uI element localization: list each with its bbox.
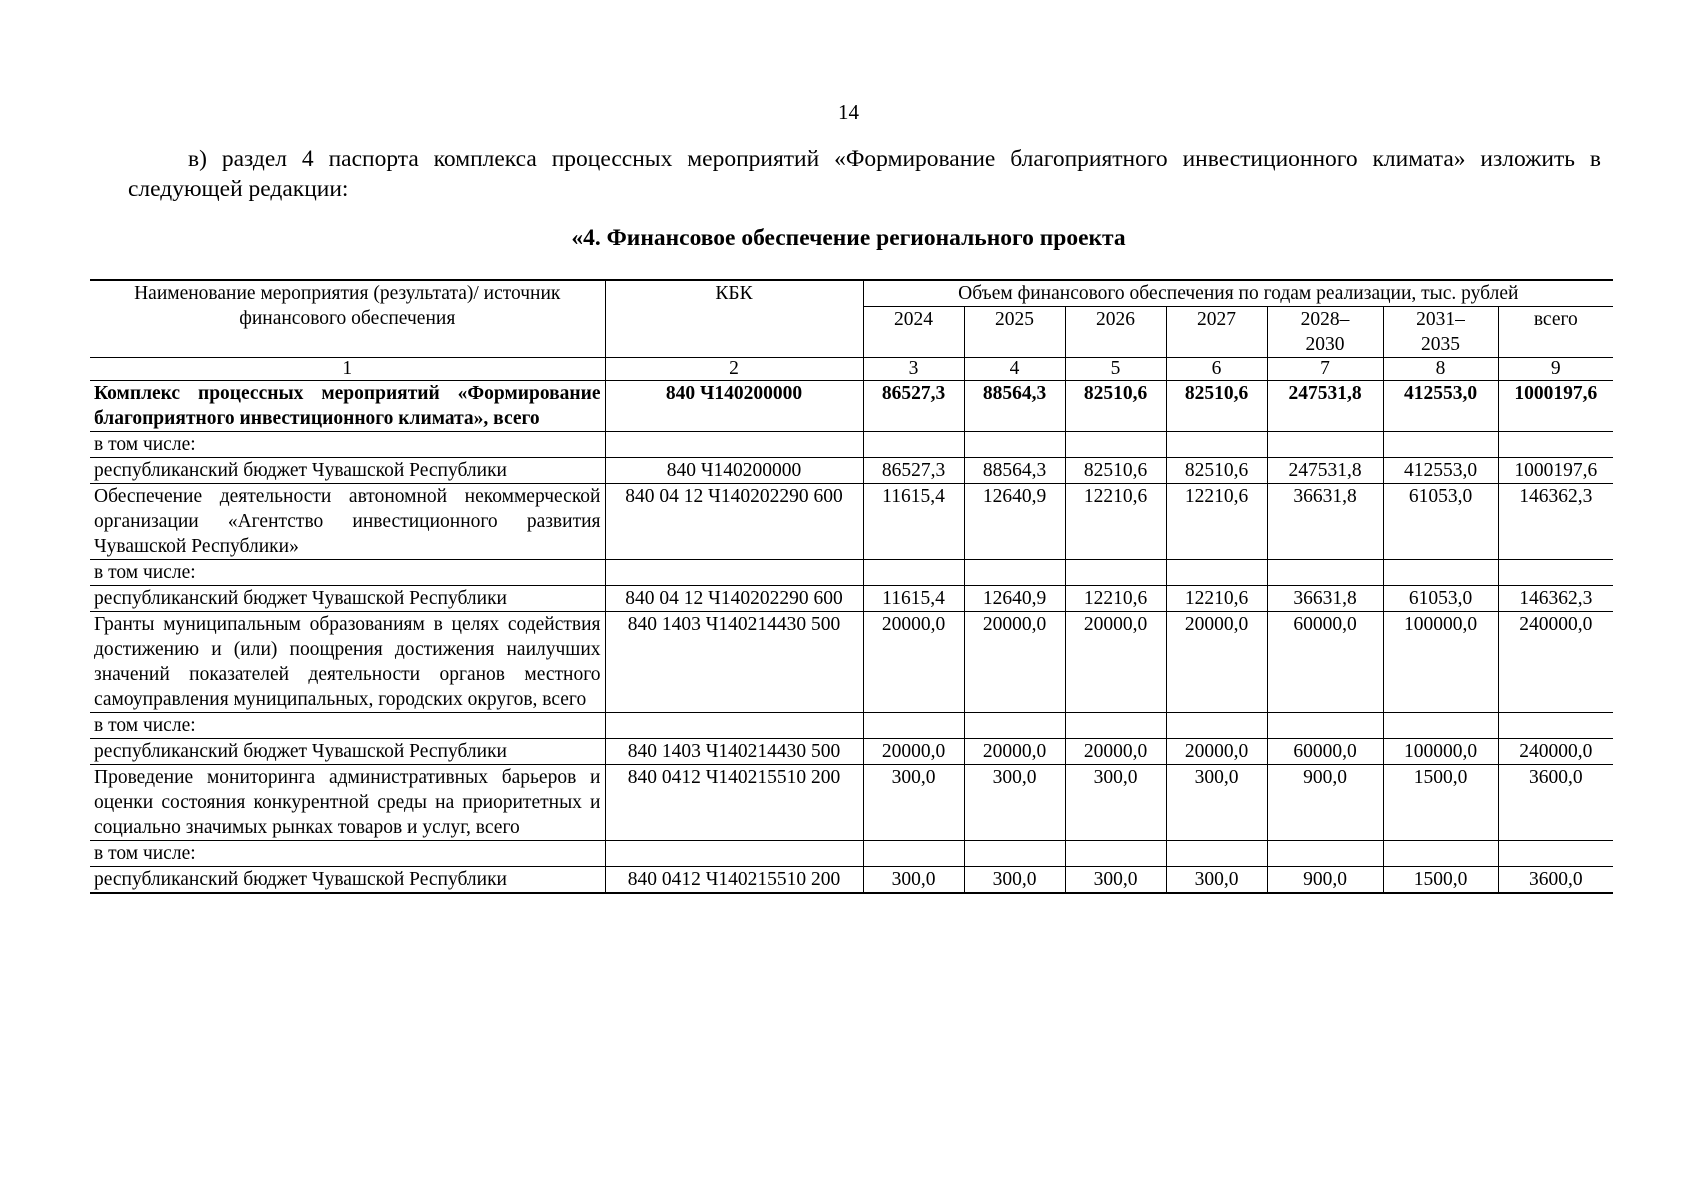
- column-number: 2: [605, 358, 863, 381]
- row-value: 1500,0: [1383, 765, 1498, 841]
- row-name: республиканский бюджет Чувашской Республики: [90, 867, 605, 894]
- row-value: 20000,0: [1065, 612, 1166, 713]
- column-numbers-row: [90, 358, 1613, 381]
- row-value: 1500,0: [1383, 867, 1498, 894]
- row-value: 36631,8: [1267, 484, 1383, 560]
- row-value: [1065, 841, 1166, 867]
- row-name: Обеспечение деятельности автономной некоммерческой организации «Агентство инвестиционного развития Чувашской Республики»: [90, 484, 605, 560]
- row-value: [1498, 713, 1613, 739]
- row-value: 86527,3: [863, 381, 964, 432]
- row-value: [1498, 432, 1613, 458]
- table-row: [90, 560, 1613, 586]
- row-name: республиканский бюджет Чувашской Республики: [90, 739, 605, 765]
- header-name: Наименование мероприятия (результата)/ источник финансового обеспечения: [90, 280, 605, 358]
- row-value: [863, 432, 964, 458]
- section-title: «4. Финансовое обеспечение регионального проекта: [571, 225, 1126, 251]
- column-number: 1: [90, 358, 605, 381]
- row-value: 12210,6: [1065, 484, 1166, 560]
- row-kbk: [605, 713, 863, 739]
- row-value: 82510,6: [1065, 458, 1166, 484]
- header-year-2027: 2027: [1166, 307, 1267, 358]
- row-kbk: [605, 560, 863, 586]
- row-value: 82510,6: [1166, 458, 1267, 484]
- row-value: 60000,0: [1267, 739, 1383, 765]
- row-value: 82510,6: [1065, 381, 1166, 432]
- row-value: [964, 560, 1065, 586]
- row-value: 300,0: [863, 867, 964, 894]
- row-value: 247531,8: [1267, 458, 1383, 484]
- row-value: [1267, 841, 1383, 867]
- row-value: 300,0: [1065, 867, 1166, 894]
- table-row: [90, 739, 1613, 765]
- header-year-2024: 2024: [863, 307, 964, 358]
- table-row: [90, 713, 1613, 739]
- header-year-2028-2030: 2028– 2030: [1267, 307, 1383, 358]
- row-value: 36631,8: [1267, 586, 1383, 612]
- table-row: [90, 612, 1613, 713]
- header-year-2026: 2026: [1065, 307, 1166, 358]
- page-number: 14: [838, 100, 859, 124]
- row-kbk: [605, 841, 863, 867]
- row-value: [1267, 432, 1383, 458]
- row-name: Комплекс процессных мероприятий «Формирование благоприятного инвестиционного климата», всего: [90, 381, 605, 432]
- row-value: [1383, 560, 1498, 586]
- column-number: 9: [1498, 358, 1613, 381]
- header-year-2025: 2025: [964, 307, 1065, 358]
- row-value: 3600,0: [1498, 867, 1613, 894]
- row-kbk: [605, 432, 863, 458]
- row-value: [964, 713, 1065, 739]
- table-row: [90, 381, 1613, 432]
- row-value: [1065, 560, 1166, 586]
- table-row: [90, 586, 1613, 612]
- row-name: в том числе:: [90, 841, 605, 867]
- header-volume: Объем финансового обеспечения по годам реализации, тыс. рублей: [863, 280, 1613, 307]
- row-value: 300,0: [964, 867, 1065, 894]
- row-value: 300,0: [1166, 867, 1267, 894]
- row-value: [1383, 841, 1498, 867]
- row-value: 20000,0: [964, 739, 1065, 765]
- row-value: [1065, 713, 1166, 739]
- row-value: [964, 432, 1065, 458]
- row-value: [1166, 432, 1267, 458]
- row-value: 146362,3: [1498, 586, 1613, 612]
- row-value: 20000,0: [863, 612, 964, 713]
- row-value: 12210,6: [1166, 586, 1267, 612]
- row-value: [1383, 432, 1498, 458]
- row-value: [1166, 841, 1267, 867]
- row-value: 240000,0: [1498, 612, 1613, 713]
- row-value: 300,0: [1166, 765, 1267, 841]
- row-value: 61053,0: [1383, 484, 1498, 560]
- row-value: 60000,0: [1267, 612, 1383, 713]
- header-year-2031-2035: 2031– 2035: [1383, 307, 1498, 358]
- row-value: 900,0: [1267, 867, 1383, 894]
- row-name: республиканский бюджет Чувашской Республики: [90, 586, 605, 612]
- row-value: 1000197,6: [1498, 458, 1613, 484]
- column-number: 4: [964, 358, 1065, 381]
- row-value: 412553,0: [1383, 458, 1498, 484]
- row-value: [1065, 432, 1166, 458]
- row-name: в том числе:: [90, 560, 605, 586]
- row-name: в том числе:: [90, 713, 605, 739]
- row-value: 20000,0: [964, 612, 1065, 713]
- row-value: [1267, 560, 1383, 586]
- row-kbk: 840 Ч140200000: [605, 458, 863, 484]
- row-value: [964, 841, 1065, 867]
- table-row: [90, 765, 1613, 841]
- row-value: 20000,0: [1166, 612, 1267, 713]
- row-value: 12210,6: [1065, 586, 1166, 612]
- row-kbk: 840 1403 Ч140214430 500: [605, 612, 863, 713]
- row-kbk: 840 04 12 Ч140202290 600: [605, 586, 863, 612]
- row-value: 12640,9: [964, 484, 1065, 560]
- row-kbk: 840 1403 Ч140214430 500: [605, 739, 863, 765]
- table-row: [90, 867, 1613, 894]
- row-value: 12640,9: [964, 586, 1065, 612]
- row-value: 240000,0: [1498, 739, 1613, 765]
- row-value: 20000,0: [863, 739, 964, 765]
- header-total: всего: [1498, 307, 1613, 358]
- row-value: 20000,0: [1065, 739, 1166, 765]
- row-value: [863, 713, 964, 739]
- row-value: [1498, 841, 1613, 867]
- row-value: 12210,6: [1166, 484, 1267, 560]
- row-value: 20000,0: [1166, 739, 1267, 765]
- row-value: 146362,3: [1498, 484, 1613, 560]
- row-value: 300,0: [964, 765, 1065, 841]
- row-kbk: 840 0412 Ч140215510 200: [605, 867, 863, 894]
- row-value: [1166, 713, 1267, 739]
- row-value: 900,0: [1267, 765, 1383, 841]
- row-value: [1166, 560, 1267, 586]
- row-value: 88564,3: [964, 458, 1065, 484]
- row-kbk: 840 0412 Ч140215510 200: [605, 765, 863, 841]
- column-number: 3: [863, 358, 964, 381]
- table-row: [90, 484, 1613, 560]
- row-value: 247531,8: [1267, 381, 1383, 432]
- header-kbk: КБК: [605, 280, 863, 358]
- table-row: [90, 432, 1613, 458]
- intro-paragraph: в) раздел 4 паспорта комплекса процессных мероприятий «Формирование благоприятного инвестиционного климата» изложить в следующей редакции:: [128, 146, 1601, 202]
- row-value: 412553,0: [1383, 381, 1498, 432]
- row-name: Проведение мониторинга административных барьеров и оценки состояния конкурентной среды на приоритетных и социально значимых рынках товаров и услуг, всего: [90, 765, 605, 841]
- row-value: [863, 841, 964, 867]
- row-name: в том числе:: [90, 432, 605, 458]
- row-value: 82510,6: [1166, 381, 1267, 432]
- table-row: [90, 841, 1613, 867]
- row-name: Гранты муниципальным образованиям в целях содействия достижению и (или) поощрения достижения наилучших значений показателей деятельности органов местного самоуправления муниципальных, городских округов, всего: [90, 612, 605, 713]
- row-value: 300,0: [1065, 765, 1166, 841]
- row-value: 88564,3: [964, 381, 1065, 432]
- row-kbk: 840 Ч140200000: [605, 381, 863, 432]
- row-value: 3600,0: [1498, 765, 1613, 841]
- column-number: 8: [1383, 358, 1498, 381]
- column-number: 6: [1166, 358, 1267, 381]
- row-value: 86527,3: [863, 458, 964, 484]
- financing-table: [90, 279, 1613, 894]
- row-value: 300,0: [863, 765, 964, 841]
- column-number: 5: [1065, 358, 1166, 381]
- row-value: 61053,0: [1383, 586, 1498, 612]
- row-value: [1498, 560, 1613, 586]
- row-value: [1267, 713, 1383, 739]
- row-name: республиканский бюджет Чувашской Республики: [90, 458, 605, 484]
- column-number: 7: [1267, 358, 1383, 381]
- row-value: 11615,4: [863, 484, 964, 560]
- row-value: [863, 560, 964, 586]
- table-row: [90, 458, 1613, 484]
- row-value: 100000,0: [1383, 739, 1498, 765]
- row-value: 11615,4: [863, 586, 964, 612]
- row-kbk: 840 04 12 Ч140202290 600: [605, 484, 863, 560]
- row-value: 100000,0: [1383, 612, 1498, 713]
- row-value: [1383, 713, 1498, 739]
- row-value: 1000197,6: [1498, 381, 1613, 432]
